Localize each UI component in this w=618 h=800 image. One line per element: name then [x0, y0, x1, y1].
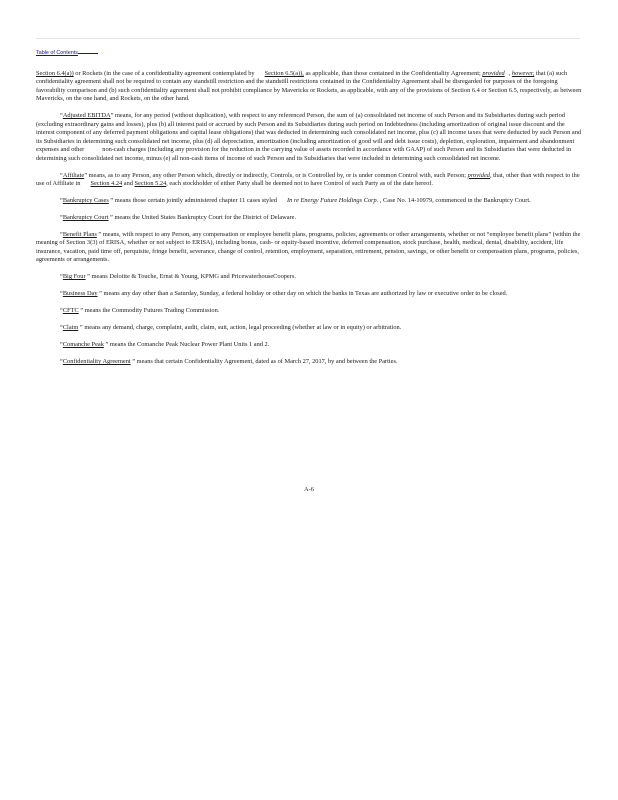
defined-term: Bankruptcy Court — [62, 213, 109, 221]
definition-confidentiality-agreement: “Confidentiality Agreement ” means that certain Confidentiality Agreement, dated as of March 27, 2017, by and between the Parties. — [60, 357, 398, 365]
defined-term: Confidentiality Agreement — [62, 357, 131, 365]
section-ref-5-24: Section 5.24 — [134, 179, 167, 187]
definition-comanche-peak: “Comanche Peak ” means the Comanche Peak Nuclear Power Plant Units 1 and 2. — [60, 340, 270, 348]
defined-term: Bankruptcy Cases — [62, 196, 109, 204]
defined-term: Comanche Peak — [62, 340, 104, 348]
case-caption: In re Energy Future Holdings Corp. — [286, 196, 379, 204]
section-ref-6-5a: Section 6.5(a)), — [264, 70, 304, 77]
definition-business-day: “Business Day ” means any day other than a Saturday, Sunday, a federal holiday or other day on which the banks in Texas are authorized by law or executive order to be closed. — [60, 290, 508, 298]
definition-adjusted-ebitda: “Adjusted EBITDA” means, for any period (without duplication), with respect to any referenced Person, the sum of (a) consolidated net income of such Person and its Subsidiaries during such period (excluding extraordinary gains and losses), plus (b) all interest paid or accrued by such Person and its Subsidiaries during such period on Indebtedness (including amortization of original issue discount and the interest component of any deferred payment obligations and capital lease obligations) that was deducted in determining such consolidated net income, plus (c) all income taxes that were deducted by such Person and its Subsidiaries in determining such consolidated net income, plus (d) all depreciation, amortization (including amortization of good will and debt issue costs), depletion, exploration, impairment and abandonment expenses and other non-cash charges (including any provision for the reduction in the carrying value of assets recorded in accordance with GAAP) of such Person and its Subsidiaries that were deducted in determining such consolidated net income, minus (e) all non-cash items of income of such Person and its Subsidiaries that were included in determining such consolidated net income. — [36, 112, 582, 162]
section-ref-4-24: Section 4.24 — [90, 179, 123, 187]
definition-big-four: “Big Four ” means Deloitte & Touche, Ernst & Young, KPMG and PricewaterhouseCoopers. — [60, 273, 296, 281]
defined-term: Big Four — [62, 273, 86, 281]
however-term: however, — [511, 70, 535, 77]
defined-term: Benefit Plans — [62, 230, 97, 238]
defined-term: Claim — [62, 324, 79, 332]
definition-benefit-plans: “Benefit Plans ” means, with respect to any Person, any compensation or employee benefit plans, programs, policies, agreements or other arrangements, whether or not “employee benefit plans” (within the meaning of Section 3(3) of ERISA, whether or not subject to ERISA), including bonus, cash- or equity-based incentive, deferred compensation, stock purchase, health, medical, dental, disability, accident, life insurance, vacation, paid time off, perquisite, fringe benefit, severance, change of control, retention, employment, separation, retirement, pension, savings, or other benefit or compensation plans, programs, policies, agreements or arrangements. — [36, 230, 581, 264]
section-ref-6-4a: Section 6.4(a)) — [36, 70, 74, 77]
provided-term: provided — [482, 70, 505, 77]
provided-term: provided — [467, 171, 490, 179]
defined-term: Affiliate — [62, 171, 85, 179]
definition-cftc: “CFTC ” means the Commodity Futures Trading Commission. — [60, 307, 220, 315]
document-body — [36, 70, 582, 375]
definition-claim: “Claim ” means any demand, charge, complaint, audit, claim, suit, action, legal proceeding (whether at law or in equity) or arbitration. — [60, 324, 402, 332]
table-of-contents-link[interactable]: Table of Contents — [36, 49, 98, 56]
top-divider — [36, 38, 580, 39]
paragraph-confidentiality-continuation: Section 6.4(a)) or Rockets (in the case of a confidentiality agreement contemplated by Section 6.5(a)), as applicable, than those contained in the Confidentiality Agreement; provided , however, that (a) such confidentiality agreement shall not be required to contain any standstill restriction and the standstill restrictions contained in the Confidentiality Agreement shall be disregarded for purposes of the foregoing favorability comparison and (b) such confidentiality agreement shall not prohibit compliance by Mavericks or Rockets, as applicable, with any of the provisions of Section 6.4 or Section 6.5, respectively, as between Mavericks, on the one hand, and Rockets, on the other hand. — [36, 70, 582, 103]
definition-affiliate: “Affiliate” means, as to any Person, any other Person which, directly or indirectly, Controls, or is Controlled by, or is under common Control with, such Person; provided, that, other than with respect to the use of Affiliate in Section 4.24 and Section 5.24, each stockholder of either Party shall be deemed not to have Control of such Party as of the date hereof. — [36, 171, 580, 187]
definition-bankruptcy-cases: “Bankruptcy Cases ” means those certain jointly administered chapter 11 cases styled In re Energy Future Holdings Corp. , Case No. 14-10979, commenced in the Bankruptcy Court. — [60, 196, 531, 204]
defined-term: CFTC — [62, 307, 79, 315]
definition-bankruptcy-court: “Bankruptcy Court ” means the United States Bankruptcy Court for the District of Delaware. — [60, 213, 297, 221]
page-number: A-6 — [304, 486, 314, 493]
defined-term: Business Day — [62, 290, 98, 298]
defined-term: Adjusted EBITDA — [62, 112, 111, 120]
